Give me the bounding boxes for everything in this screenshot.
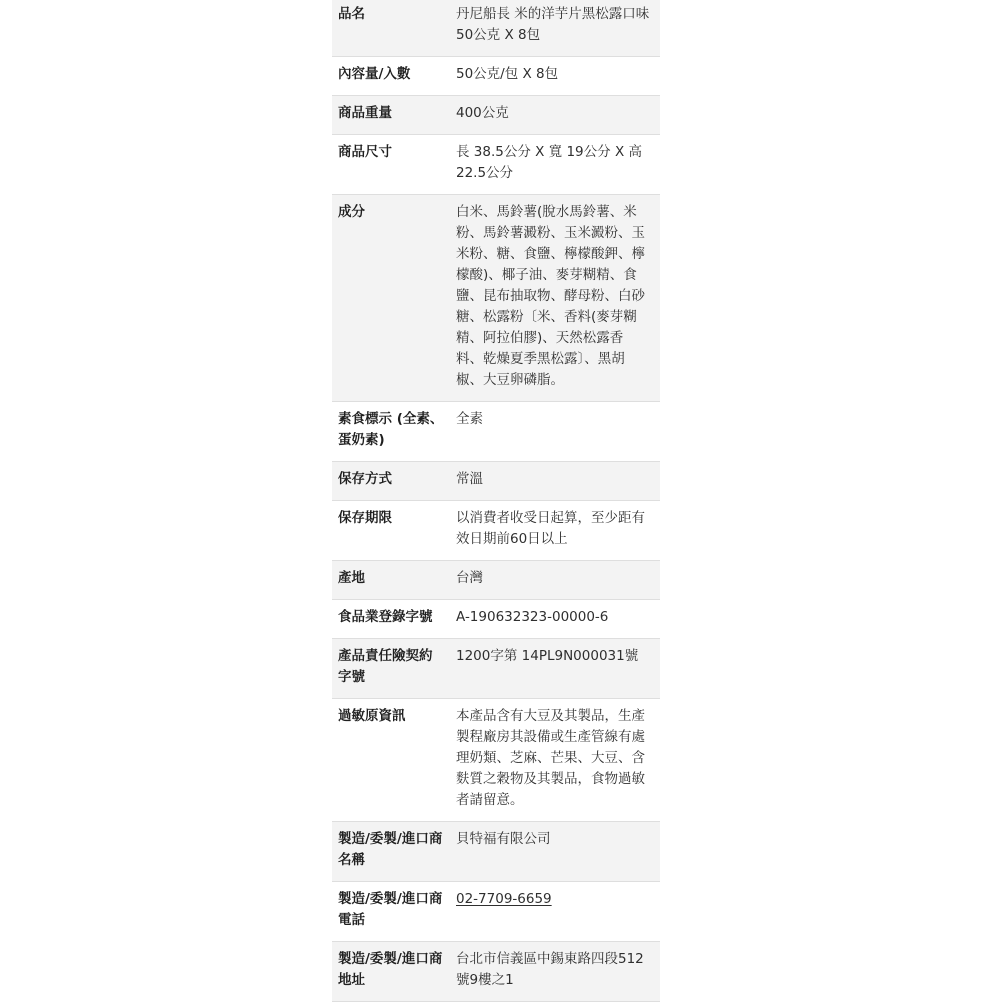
spec-row-ingredients	[332, 195, 660, 402]
spec-value: 丹尼船長 米的洋芋片黑松露口味 50公克 X 8包	[456, 6, 650, 43]
spec-row-origin	[332, 561, 660, 600]
spec-value: 400公克	[456, 105, 509, 121]
spec-row-product-name	[332, 0, 660, 57]
spec-row-insurance	[332, 639, 660, 699]
spec-value: 常溫	[456, 471, 483, 487]
spec-label: 產地	[338, 570, 365, 586]
spec-value: 本產品含有大豆及其製品，生產製程廠房其設備或生產管線有處理奶類、芝麻、芒果、大豆、含麩質之穀物及其製品，食物過敏者請留意。	[456, 708, 645, 808]
spec-value: 長 38.5公分 X 寬 19公分 X 高22.5公分	[456, 144, 642, 181]
spec-row-shelf-life	[332, 501, 660, 561]
spec-value: 白米、馬鈴薯(脫水馬鈴薯、米粉、馬鈴薯澱粉、玉米澱粉、玉米粉、糖、食鹽、檸檬酸鉀、檸檬酸)、椰子油、麥芽糊精、食鹽、昆布抽取物、酵母粉、白砂糖、松露粉〔米、香料(麥芽糊精、阿拉伯膠)、天然松露香料、乾燥夏季黑松露〕、黑胡椒、大豆卵磷脂。	[456, 204, 645, 388]
spec-label: 產品責任險契約字號	[338, 648, 433, 685]
spec-row-content-quantity	[332, 57, 660, 96]
spec-label: 保存期限	[338, 510, 392, 526]
spec-label: 製造/委製/進口商地址	[338, 951, 443, 988]
product-spec-table	[332, 0, 660, 1002]
spec-label: 商品尺寸	[338, 144, 392, 160]
spec-row-manufacturer-name	[332, 822, 660, 882]
spec-label: 素食標示 (全素、蛋奶素)	[338, 411, 444, 448]
spec-label: 過敏原資訊	[338, 708, 406, 724]
spec-label: 製造/委製/進口商名稱	[338, 831, 443, 868]
spec-value: 貝特福有限公司	[456, 831, 551, 847]
spec-value: 1200字第 14PL9N000031號	[456, 648, 639, 664]
spec-label: 內容量/入數	[338, 66, 411, 82]
spec-row-storage-method	[332, 462, 660, 501]
spec-row-manufacturer-address	[332, 942, 660, 1002]
spec-label: 食品業登錄字號	[338, 609, 433, 625]
spec-row-dimensions	[332, 135, 660, 195]
spec-value: 台灣	[456, 570, 483, 586]
spec-row-manufacturer-phone	[332, 882, 660, 942]
spec-value: A-190632323-00000-6	[456, 609, 609, 625]
spec-value: 台北市信義區中錫東路四段512號9樓之1	[456, 951, 644, 988]
spec-label: 商品重量	[338, 105, 392, 121]
phone-link[interactable]: 02-7709-6659	[456, 891, 552, 907]
spec-row-vegetarian	[332, 402, 660, 462]
spec-label: 保存方式	[338, 471, 392, 487]
spec-label: 成分	[338, 204, 365, 220]
spec-row-allergen	[332, 699, 660, 822]
spec-value: 50公克/包 X 8包	[456, 66, 559, 82]
spec-label: 製造/委製/進口商電話	[338, 891, 443, 928]
spec-label: 品名	[338, 6, 365, 22]
spec-value: 以消費者收受日起算，至少距有效日期前60日以上	[456, 510, 645, 547]
spec-row-food-registration	[332, 600, 660, 639]
spec-value: 全素	[456, 411, 483, 427]
spec-row-weight	[332, 96, 660, 135]
